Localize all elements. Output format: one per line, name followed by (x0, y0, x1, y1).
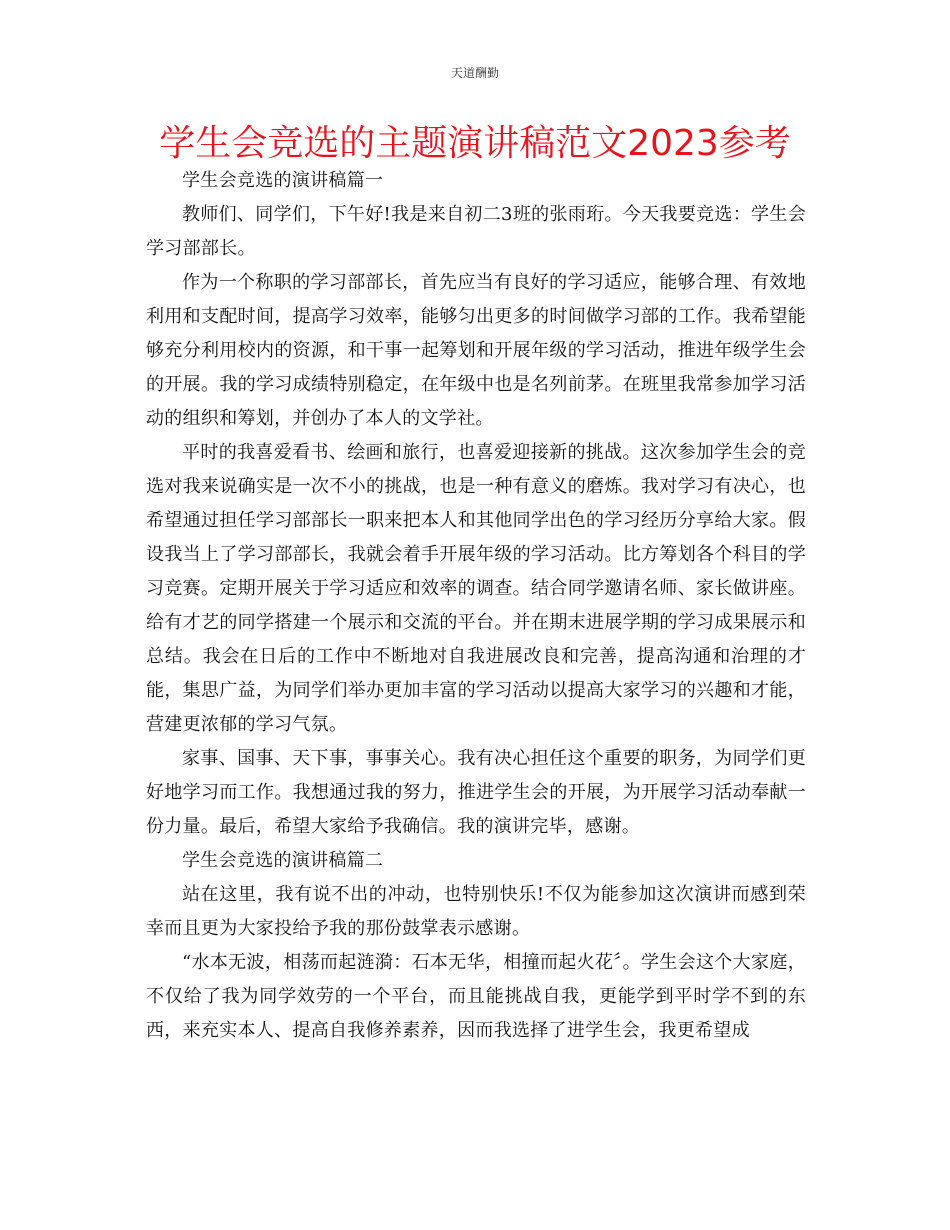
paragraph: 站在这里，我有说不出的冲动，也特别快乐!不仅为能参加这次演讲而感到荣幸而且更为大家投给予我的那份鼓掌表示感谢。 (146, 884, 806, 939)
paragraph: 教师们、同学们，下午好!我是来自初二3班的张雨珩。今天我要竞选：学生会学习部部长。 (146, 204, 806, 259)
paragraph: 家事、国事、天下事，事事关心。我有决心担任这个重要的职务，为同学们更好地学习而工作。我想通过我的努力，推进学生会的开展，为开展学习活动奉献一份力量。最后，希望大家给予我确信。我的演讲完毕，感谢。 (146, 748, 806, 837)
document-title: 学生会竞选的主题演讲稿范文2023参考 (159, 123, 791, 164)
paragraph: 平时的我喜爱看书、绘画和旅行，也喜爱迎接新的挑战。这次参加学生会的竞选对我来说确实是一次不小的挑战，也是一种有意义的磨炼。我对学习有决心，也希望通过担任学习部部长一职来把本人和其他同学出色的学习经历分享给大家。假设我当上了学习部部长，我就会着手开展年级的学习活动。比方筹划各个科目的学习竞赛。定期开展关于学习适应和效率的调查。结合同学邀请名师、家长做讲座。给有才艺的同学搭建一个展示和交流的平台。并在期末进展学期的学习成果展示和总结。我会在日后的工作中不断地对自我进展改良和完善，提高沟通和治理的才能，集思广益，为同学们举办更加丰富的学习活动以提高大家学习的兴趣和才能，营建更浓郁的学习气氛。 (146, 442, 806, 735)
document-body (146, 164, 806, 1048)
paragraph: “水本无波，相荡而起涟漪：石本无华，相撞而起火花〞。学生会这个大家庭，不仅给了我为同学效劳的一个平台，而且能挑战自我，更能学到平时学不到的东西，来充实本人、提高自我修养素养，因而我选择了进学生会，我更希望成 (146, 952, 806, 1041)
section-heading-1: 学生会竞选的演讲稿篇一 (182, 170, 384, 191)
page-header: 天道酬勤 (450, 66, 499, 80)
section-heading-2: 学生会竞选的演讲稿篇二 (182, 850, 384, 871)
paragraph: 作为一个称职的学习部部长，首先应当有良好的学习适应，能够合理、有效地利用和支配时间，提高学习效率，能够匀出更多的时间做学习部的工作。我希望能够充分利用校内的资源，和干事一起筹划和开展年级的学习活动，推进年级学生会的开展。我的学习成绩特别稳定，在年级中也是名列前茅。在班里我常参加学习活动的组织和筹划，并创办了本人的文学社。 (146, 272, 806, 429)
